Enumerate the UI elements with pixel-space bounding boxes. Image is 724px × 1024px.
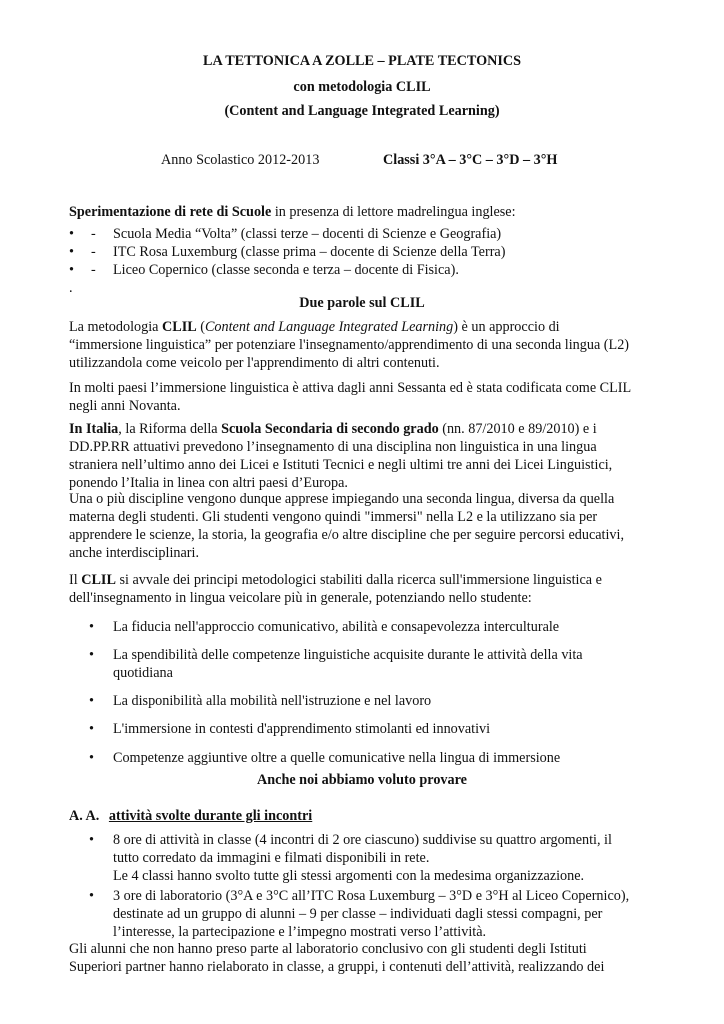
text-line: destinate ad un gruppo di alunni – 9 per classe – individuati dagli stessi compagni, per <box>113 906 603 922</box>
text-run: si avvale dei principi metodologici stabiliti dalla ricerca sull'immersione linguistica e <box>115 572 602 588</box>
text-line: 3 ore di laboratorio (3°A e 3°C all’ITC Rosa Luxemburg – 3°D e 3°H al Liceo Copernico), <box>113 888 630 904</box>
text-line: l’interesse, la partecipazione e l’impegno mostrati verso l’attività. <box>113 924 487 940</box>
school-year: Anno Scolastico 2012-2013 <box>161 152 320 168</box>
benefit-text: Competenze aggiuntive oltre a quelle comunicative nella lingua di immersione <box>113 750 561 766</box>
bullet-icon: • <box>89 721 94 737</box>
benefit-text: L'immersione in contesti d'apprendimento stimolanti ed innovativi <box>113 721 491 737</box>
bullet-icon: • <box>89 832 94 848</box>
text-line: straniera nell’ultimo anno dei Licei e Istituti Tecnici e negli ultimi tre anni dei Licei Linguistici, <box>69 457 613 473</box>
text-run: Il <box>69 572 82 588</box>
text-line: ponendo l’Italia in linea con altri paesi d’Europa. <box>69 475 348 491</box>
text-run: , la Riforma della <box>118 421 222 437</box>
text-line: La spendibilità delle competenze linguistiche acquisite durante le attività della vita <box>113 647 583 663</box>
text-run: ( <box>196 319 205 335</box>
benefit-text: La fiducia nell'approccio comunicativo, abilità e consapevolezza interculturale <box>113 619 560 635</box>
clil-expansion: Content and Language Integrated Learning <box>204 319 454 335</box>
text-line: materna degli studenti. Gli studenti vengono quindi "immersi" nella L2 e la utilizzano sia per <box>69 509 598 525</box>
text-run: La metodologia <box>69 319 162 335</box>
text-line: “immersione linguistica” per potenziare l'insegnamento/apprendimento di una seconda lingua (L2) <box>69 337 630 353</box>
clil-paragraph-1 <box>69 318 669 372</box>
text-line: anche interdisciplinari. <box>69 545 200 561</box>
clil-paragraph-4 <box>69 490 669 562</box>
text-line: In molti paesi l’immersione linguistica è attiva dagli anni Sessanta ed è stata codificata come CLIL <box>69 380 632 396</box>
bullet-icon: • <box>89 750 94 766</box>
bold-run: In Italia <box>69 421 119 437</box>
text-line: Le 4 classi hanno svolto tutte gli stessi argomenti con la medesima organizzazione. <box>113 868 585 884</box>
document-title: LA TETTONICA A ZOLLE – PLATE TECTONICS <box>202 53 522 69</box>
dash-marker: - <box>91 244 96 260</box>
text-line: tutto corredato da immagini e filmati disponibili in rete. <box>113 850 430 866</box>
school-item: Scuola Media “Volta” (classi terze – docenti di Scienze e Geografia) <box>113 226 502 242</box>
activity-text <box>113 831 673 885</box>
text-line: Gli alunni che non hanno preso parte al laboratorio conclusivo con gli studenti degli Istituti <box>69 941 587 957</box>
bullet-icon: • <box>89 888 94 904</box>
bullet-icon: • <box>89 693 94 709</box>
bullet-icon: • <box>69 244 74 260</box>
stray-dot: . <box>69 280 73 296</box>
text-line: Superiori partner hanno rielaborato in classe, a gruppi, i contenuti dell’attività, realizzando dei <box>69 959 605 975</box>
clil-paragraph-5 <box>69 571 669 607</box>
bullet-icon: • <box>69 262 74 278</box>
clil-paragraph-3 <box>69 420 669 492</box>
clil-term: CLIL <box>161 319 197 335</box>
text-line: Una o più discipline vengono dunque apprese impiegando una seconda lingua, diversa da quella <box>69 491 615 507</box>
network-intro <box>69 203 516 221</box>
dash-marker: - <box>91 226 96 242</box>
benefit-text: La disponibilità alla mobilità nell'istruzione e nel lavoro <box>113 693 432 709</box>
document-subtitle-acronym: (Content and Language Integrated Learning) <box>224 103 500 119</box>
section-label: A. A. <box>69 808 100 824</box>
text-line: 8 ore di attività in classe (4 incontri di 2 ore ciascuno) suddivise su quattro argomenti, il <box>113 832 612 848</box>
text-run: ) è un approccio di <box>453 319 560 335</box>
school-item: Liceo Copernico (classe seconda e terza – docente di Fisica). <box>113 262 459 278</box>
school-item: ITC Rosa Luxemburg (classe prima – docente di Scienze della Terra) <box>113 244 506 260</box>
tried-heading: Anche noi abbiamo voluto provare <box>257 772 467 788</box>
bullet-icon: • <box>89 619 94 635</box>
final-paragraph <box>69 940 669 976</box>
text-run: (nn. 87/2010 e 89/2010) e i <box>438 421 597 437</box>
bold-run: Scuola Secondaria di secondo grado <box>221 421 439 437</box>
text-line: quotidiana <box>113 665 173 681</box>
text-line: DD.PP.RR attuativi prevedono l’insegnamento di una disciplina non linguistica in una lingua <box>69 439 597 455</box>
classes-list: Classi 3°A – 3°C – 3°D – 3°H <box>383 152 558 168</box>
document-subtitle: con metodologia CLIL <box>293 79 431 95</box>
bullet-icon: • <box>89 647 94 663</box>
bullet-icon: • <box>69 226 74 242</box>
network-intro-rest: in presenza di lettore madrelingua inglese: <box>271 204 516 220</box>
activity-text <box>113 887 673 941</box>
clil-heading: Due parole sul CLIL <box>299 295 425 311</box>
section-a-heading <box>69 807 312 825</box>
benefit-text <box>113 646 673 682</box>
network-intro-bold: Sperimentazione di rete di Scuole <box>69 204 272 220</box>
text-line: negli anni Novanta. <box>69 398 181 414</box>
clil-term: CLIL <box>81 572 116 588</box>
dash-marker: - <box>91 262 96 278</box>
clil-paragraph-2 <box>69 379 669 415</box>
section-title: attività svolte durante gli incontri <box>108 808 313 824</box>
text-line: dell'insegnamento in lingua veicolare più in generale, potenziando nello studente: <box>69 590 532 606</box>
text-line: apprendere le scienze, la storia, la geografia e/o altre discipline che per seguire percorsi educativi, <box>69 527 625 543</box>
text-line: utilizzandola come veicolo per l'apprendimento di altri contenuti. <box>69 355 440 371</box>
